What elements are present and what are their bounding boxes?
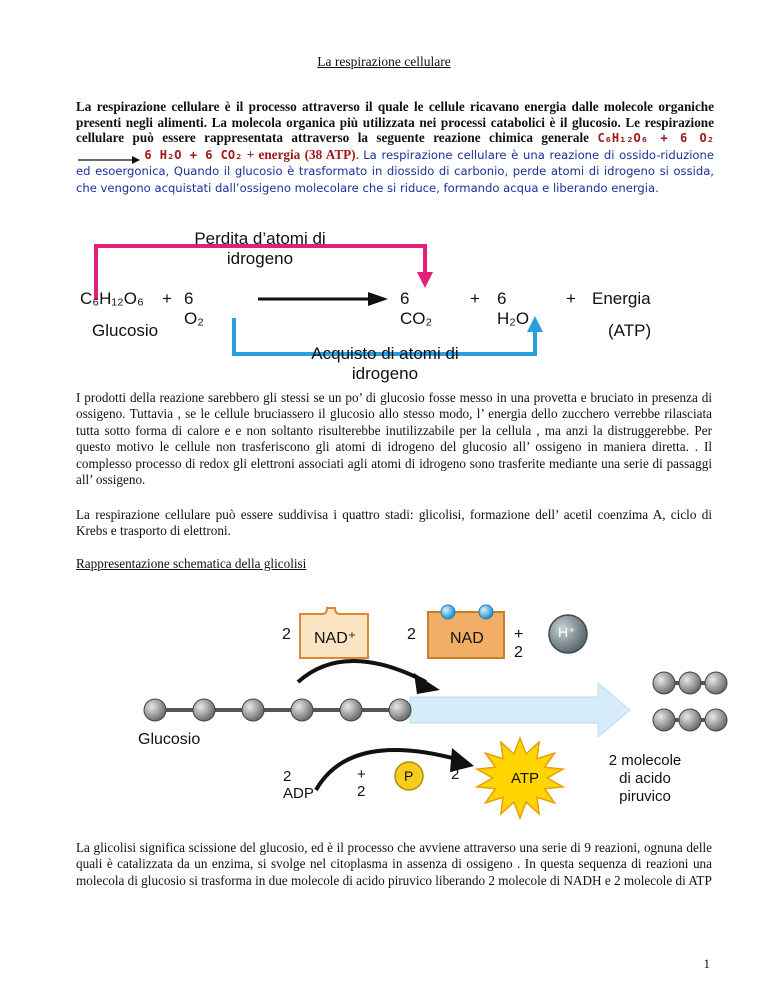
carbon-bead-icon <box>340 699 362 721</box>
nad-label: NAD⁺ <box>314 630 357 647</box>
glycolysis-heading: Rappresentazione schematica della glicolisi <box>76 556 307 571</box>
glucose-label: Glucosio <box>92 321 159 340</box>
phosphate-label: P <box>404 768 414 784</box>
phosphate-coefficient: + 2 <box>357 766 366 800</box>
carbon-bead-icon <box>291 699 313 721</box>
pyruvate-chain-icon <box>653 709 727 731</box>
intro-paragraph: La respirazione cellulare è il processo attraverso il quale le cellule ricavano energia dalle molecole organiche presenti negli alimenti. La molecola organica più utilizzata nei processi catabolici è il glucosio. Le respirazione cellulare può essere rappresentata attraverso la seguente reazione chimica generale C₆H₁₂O₆ + 6 O₂ 6 H₂O + 6 CO₂ + energia (38 ATP). La respirazione cellulare è una reazione di ossido-riduzione ed esoergonica, Quando il glucosio è trasformato in diossido di carbonio, perde atomi di idrogeno si ossida, che vengono acquistati dall’ossigeno molecolare che si riduce, formando acqua e liberando energia. <box>76 99 715 195</box>
carbon-bead-icon <box>144 699 166 721</box>
nad-coefficient: 2 <box>282 626 291 643</box>
adp-label: 2 ADP <box>283 768 314 802</box>
glycolysis-glucose-label: Glucosio <box>138 731 201 748</box>
gain-label: Acquisto di atomi di idrogeno <box>311 344 459 383</box>
paragraph-glycolysis: La glicolisi significa scissione del glucosio, ed è il processo che avviene attraverso una serie di 9 reazioni, ognuna delle quali è catalizzata da un enzima, si svolge nel citoplasma in assenza di ossigeno . In questa sequenza di reazioni una molecola di glucosio si trasforma in due molecole di acido piruvico liberando 2 molecole di NADH e 2 molecole di ATP <box>76 840 712 888</box>
page-number: 1 <box>703 956 710 971</box>
carbon-bead-icon <box>242 699 264 721</box>
intro-redox-text: La respirazione cellulare è una reazione di ossido-riduzione ed esoergonica, Quando il glucosio è trasformato in diossido di carbonio, perde atomi di idrogeno si ossida, che vengono acquistati dall’ossigeno molecolare che si riduce, formando acqua e liberando energia. <box>76 147 714 195</box>
formula-products: 6 H₂O + 6 CO₂ <box>144 147 243 162</box>
reactant-oxygen-formula: 6 O₂ <box>184 289 204 328</box>
pyruvate-chain-icon <box>653 672 727 694</box>
atp-burst-label: ATP <box>511 770 540 787</box>
atp-label: (ATP) <box>608 321 652 340</box>
product-h2o-formula: 6 H₂O <box>497 289 530 328</box>
process-arrow-icon <box>410 683 630 737</box>
formula-energy: + energia (38 ATP) <box>246 146 356 162</box>
intro-bold-text: La respirazione cellulare è il processo attraverso il quale le cellule ricavano energia dalle molecole organiche presenti negli alimenti. La molecola organica più utilizzata nei processi catabolici è il glucosio. Le respirazione cellulare può essere rappresentata attraverso la seguente reazione chimica generale <box>76 99 714 146</box>
plus-sign: + <box>162 289 172 308</box>
page-title: La respirazione cellulare <box>317 54 451 69</box>
loss-label: Perdita d’atomi di idrogeno <box>194 229 326 268</box>
nadh-label: NAD <box>450 630 484 647</box>
glucose-chain-icon <box>144 699 411 721</box>
product-co2-formula: 6 CO₂ <box>400 289 433 328</box>
hydrogen-coefficient: + 2 <box>514 626 524 661</box>
pyruvate-label: 2 molecole di acido piruvico <box>608 752 682 805</box>
formula-reactants: C₆H₁₂O₆ + 6 O₂ <box>597 131 715 146</box>
plus-sign: + <box>470 289 480 308</box>
paragraph-stages: La respirazione cellulare può essere suddivisa i quattro stadi: glicolisi, formazione dell’ acetil coenzima A, ciclo di Krebs e trasporto di elettroni. <box>76 507 712 539</box>
product-energy-label: Energia <box>592 289 651 308</box>
upper-curved-arrow-icon <box>298 661 440 694</box>
hydrogen-ion-label: H⁺ <box>558 624 576 640</box>
nadh-coefficient: 2 <box>407 626 416 643</box>
paragraph-combustion: I prodotti della reazione sarebbero gli stessi se un po’ di glucosio fosse messo in una provetta e bruciato in presenza di ossigeno. Tuttavia , se le cellule bruciassero il glucosio allo stesso modo, l’ energia dello zucchero verrebbe rilasciata tutta sotto forma di calore e e non soltanto risulterebbe inutilizzabile per la cellula , ma anzi la distruggerebbe. Per questo motivo le cellule non trasferiscono gli atomi di idrogeno del glucosio all’ ossigeno in maniera diretta. . Il complesso processo di redox gli elettroni associati agli atomi di idrogeno sono trasferite mediante una serie di passaggi all’ ossigeno. <box>76 390 712 488</box>
carbon-bead-icon <box>193 699 215 721</box>
reactant-glucose-formula: C₆H₁₂O₆ <box>80 289 144 308</box>
carbon-bead-icon <box>389 699 411 721</box>
atp-coefficient: 2 <box>451 766 460 783</box>
plus-sign: + <box>566 289 576 308</box>
